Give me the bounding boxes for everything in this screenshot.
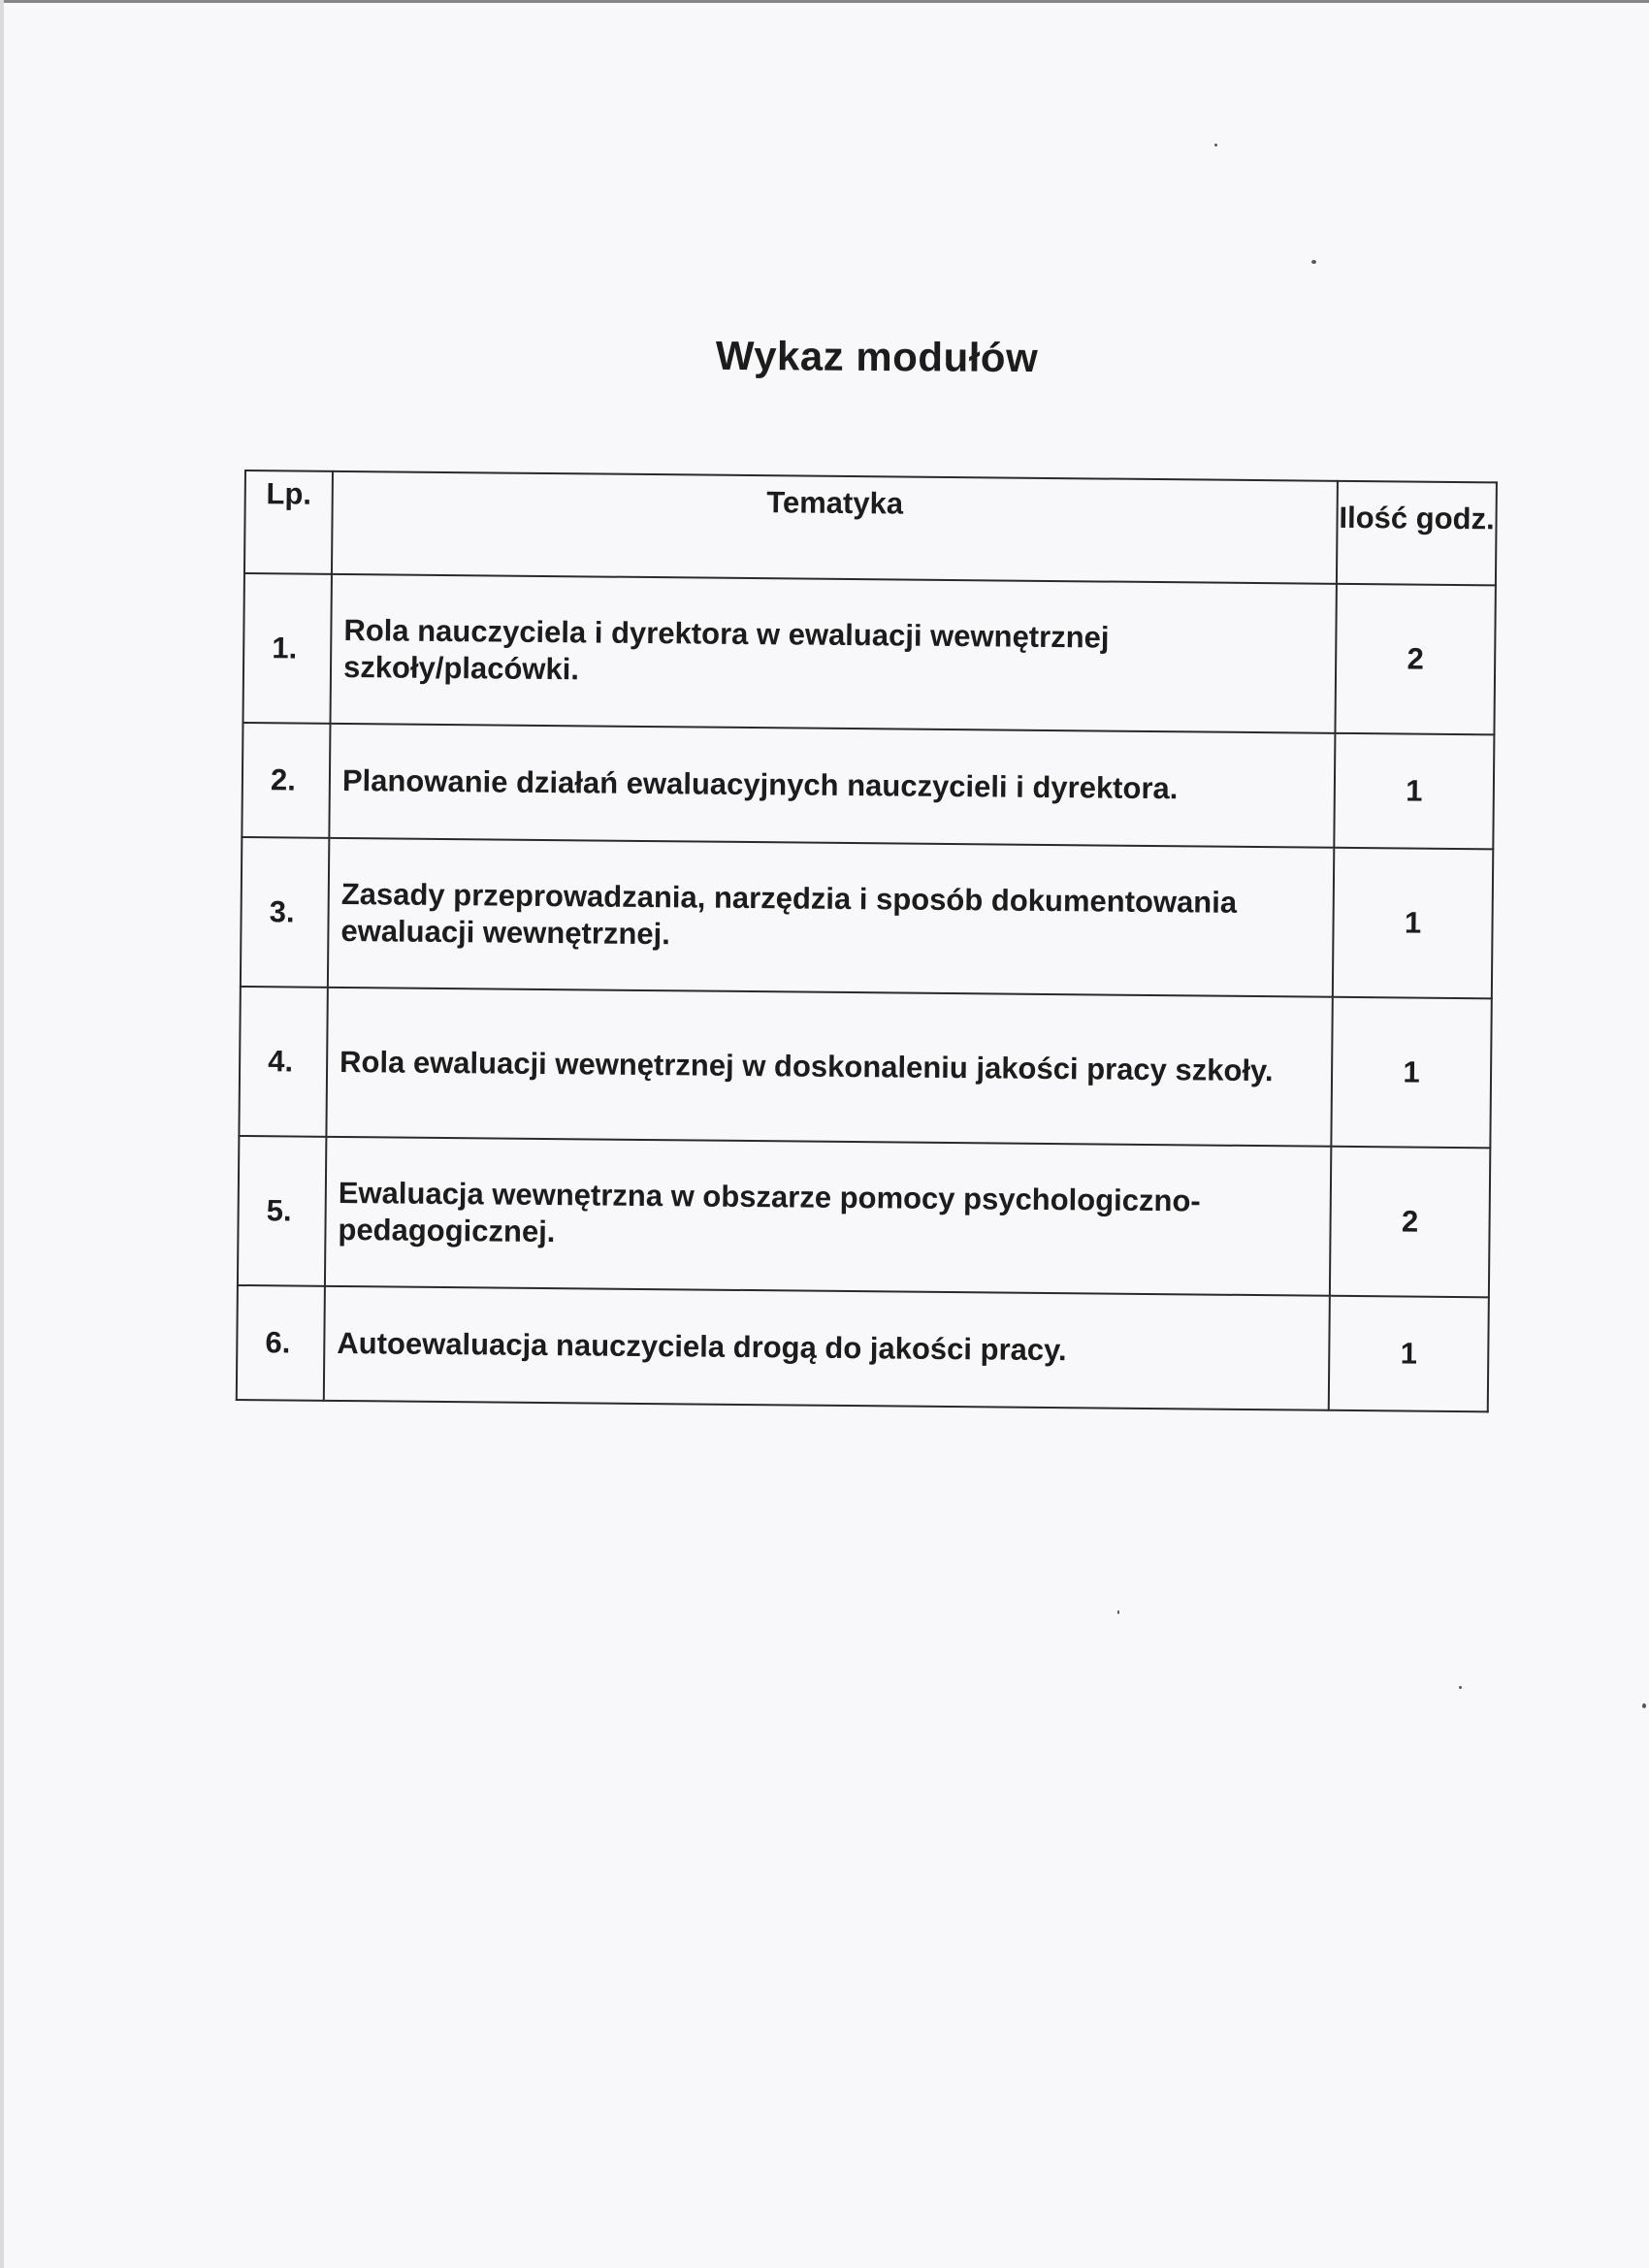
column-header-topic: Tematyka (332, 471, 1338, 584)
row-hours: 1 (1329, 1296, 1489, 1412)
row-topic: Ewaluacja wewnętrzna w obszarze pomocy psychologiczno-pedagogicznej. (325, 1137, 1331, 1296)
column-header-lp: Lp. (244, 470, 333, 574)
row-topic: Rola ewaluacji wewnętrznej w doskonaleniu jakości pracy szkoły. (326, 988, 1332, 1147)
row-number: 5. (238, 1136, 326, 1286)
scan-edge (0, 0, 1649, 3)
row-topic: Planowanie działań ewaluacyjnych nauczycieli i dyrektora. (329, 724, 1335, 848)
scan-speck (1642, 1703, 1646, 1708)
table-row (242, 573, 1495, 734)
row-number: 3. (241, 837, 329, 988)
row-hours: 1 (1331, 997, 1491, 1149)
row-hours: 2 (1335, 584, 1495, 735)
row-hours: 1 (1333, 848, 1493, 999)
row-hours: 1 (1334, 733, 1494, 850)
scan-speck (1459, 1686, 1462, 1689)
row-number: 2. (242, 723, 330, 838)
table-header-row (244, 470, 1497, 585)
row-hours: 2 (1330, 1147, 1490, 1298)
table-row (238, 1136, 1490, 1297)
modules-table-wrapper (236, 470, 1496, 1412)
table-row (241, 837, 1493, 998)
row-topic: Zasady przeprowadzania, narzędzia i sposób dokumentowania ewaluacji wewnętrznej. (328, 838, 1334, 997)
column-header-hours: Ilość godz. (1337, 481, 1497, 586)
document-title: Wykaz modułów (715, 332, 1039, 381)
scan-speck (1117, 1610, 1119, 1614)
table-row (242, 723, 1494, 849)
table-row (239, 987, 1491, 1148)
scan-speck (1214, 144, 1217, 146)
row-number: 4. (239, 987, 327, 1137)
row-number: 1. (242, 573, 331, 724)
modules-table (236, 470, 1498, 1412)
scan-speck (1311, 260, 1316, 264)
row-number: 6. (237, 1285, 325, 1401)
row-topic: Rola nauczyciela i dyrektora w ewaluacji wewnętrznej szkoły/placówki. (330, 574, 1336, 733)
table-row (237, 1285, 1489, 1411)
scan-edge (0, 0, 4, 2268)
row-topic: Autoewaluacja nauczyciela drogą do jakości pracy. (324, 1286, 1330, 1410)
